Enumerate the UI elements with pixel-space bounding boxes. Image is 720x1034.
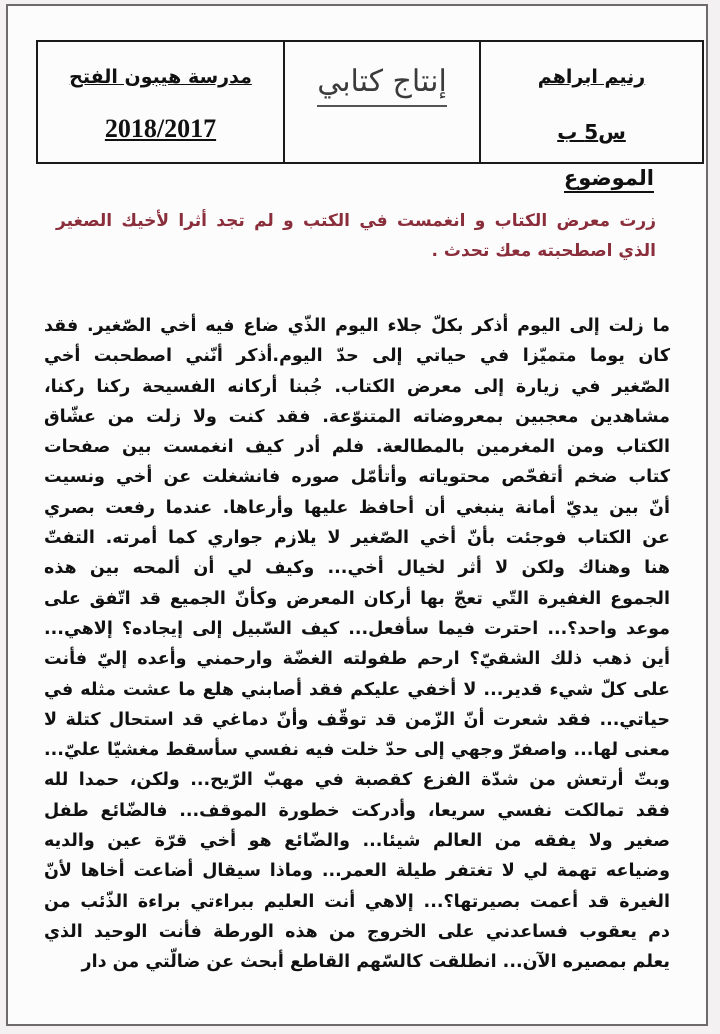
- essay-line: مشاهدين معجبين بمعروضاته المتنوّعة. فقد كنت ولا زلت من عشّاق: [44, 406, 670, 427]
- essay-line: ما زلت إلى اليوم أذكر بكلّ جلاء اليوم الذّي ضاع فيه أخي الصّغير. فقد: [44, 316, 670, 336]
- title-cell: [285, 42, 481, 162]
- student-info-cell: [481, 42, 702, 162]
- essay-line: كان يوما متميّزا في حياتي إلى حدّ اليوم.أذكر أنّني اصطحبت أخي: [44, 346, 670, 367]
- essay-line: موعد واحد؟... احترت فيما سأفعل... كيف السّبيل إلى إيجاده؟ إلاهي...: [44, 618, 670, 639]
- essay-line: يعلم بمصيره الآن... انطلقت كالسّهم القاطع أبحث عن ضالّتي من دار: [81, 952, 670, 973]
- school-year: 2018/2017: [104, 114, 217, 143]
- essay-line: حياتي... فقد شعرت أنّ الزّمن قد توقّف وأنّ دماغي قد استحال كتلة لا: [44, 709, 670, 730]
- essay-line: وضياعه تهمة لي لا تغتفر طيلة العمر... وماذا سيقال أضاعت أخاها لأنّ: [44, 861, 670, 882]
- prompt-line: الذي اصطحبته معك تحدث .: [431, 241, 656, 261]
- essay-line: فقد تمالكت نفسي سريعا، وأدركت خطورة الموقف... فالضّائع طفل: [44, 800, 670, 821]
- essay-line: عن الكتاب فوجئت بأنّ أخي الصّغير لا يلازم جواري كما أمرته. التفتّ: [44, 528, 670, 549]
- student-name: رنيم ابراهم: [537, 66, 646, 88]
- essay-line: هنا وهناك ولكن لا أثر لخيال أخي... وكيف لي أن ألمحه بين هذه: [44, 558, 670, 579]
- essay-line: دم يعقوب فساعدني على الخروج من هذه الورطة فأنت الوحيد الذي: [44, 921, 670, 942]
- essay-line: صغير ولا يفقه من العالم شيئا... والضّائع هو أخي قرّة عين والديه: [44, 831, 670, 852]
- essay-line: الكتاب ومن المغرمين بالمطالعة. فلم أدر كيف انغمست بين صفحات: [44, 437, 670, 458]
- essay-line: وبتّ أرتعش من شدّة الفزع كقصبة في مهبّ الرّيح... ولكن، حمدا لله: [44, 770, 670, 791]
- essay-line: معنى لها... واصفرّ وجهي إلى حدّ خلت فيه نفسي سأسقط مغشيّا عليّ...: [44, 740, 670, 761]
- topic-heading: الموضوع: [564, 166, 654, 193]
- school-name: مدرسة هيبون الفتح: [69, 66, 252, 88]
- essay-body: [44, 311, 670, 978]
- essay-line: أنّ بين يديّ أمانة ينبغي أن أحافظ عليها وأرعاها. عندما رفعت بصري: [44, 497, 670, 518]
- header-table: [36, 40, 704, 164]
- essay-line: الغيرة قد أعمت بصيرتها؟... إلاهي أنت العليم ببراءتي براءة الذّئب من: [44, 891, 670, 912]
- essay-line: أين ذهب ذلك الشقيّ؟ ارحم طفولته الغضّة وارحمني وأعده إليّ فأنت: [44, 649, 670, 670]
- topic-prompt: [56, 206, 656, 266]
- prompt-line: زرت معرض الكتاب و انغمست في الكتب و لم تجد أثرا لأخيك الصغير: [56, 211, 656, 231]
- document-title: إنتاج كتابي: [317, 64, 447, 107]
- essay-line: كتاب ضخم أتفحّص محتوياته وأتأمّل صوره فانشغلت عن أخي ونسيت: [44, 467, 670, 488]
- essay-line: الصّغير في زيارة إلى معرض الكتاب. جُبنا أركانه الفسيحة ركنا ركنا،: [44, 376, 670, 397]
- student-class: س5 ب: [557, 120, 626, 144]
- essay-line: الجموع الغفيرة التّي تعجّ بها أركان المعرض وكأنّ الجميع قد اتّفق على: [44, 588, 670, 609]
- essay-line: على كلّ شيء قدير... لا أخفي عليكم فقد أصابني هلع ما عشت مثله في: [44, 679, 670, 700]
- school-info-cell: [38, 42, 285, 162]
